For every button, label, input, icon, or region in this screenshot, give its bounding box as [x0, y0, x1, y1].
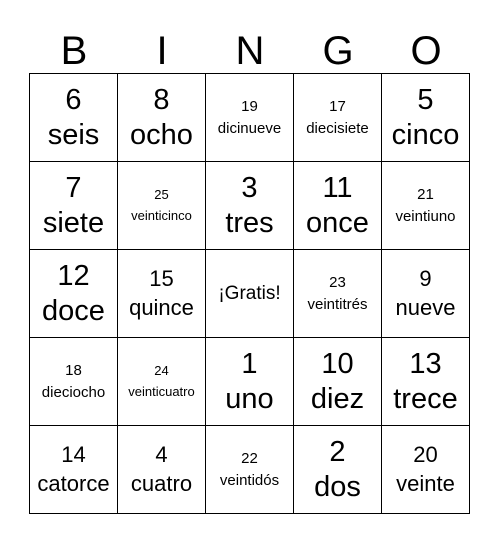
bingo-cell[interactable]	[30, 426, 118, 514]
bingo-cell[interactable]	[118, 426, 206, 514]
bingo-cell[interactable]	[294, 338, 382, 426]
header-letter-g: G	[322, 29, 354, 73]
cell-label: 1 uno	[225, 347, 274, 415]
cell-label: 8 ocho	[130, 83, 193, 151]
cell-label: 15 quince	[129, 265, 194, 320]
header-letter-i: I	[156, 29, 168, 73]
bingo-cell[interactable]	[118, 162, 206, 250]
cell-label: 2 dos	[314, 435, 361, 503]
bingo-grid	[29, 73, 470, 514]
bingo-cell[interactable]	[118, 74, 206, 162]
cell-label: 4 cuatro	[130, 441, 193, 496]
bingo-cell[interactable]	[382, 162, 470, 250]
bingo-cell[interactable]	[382, 250, 470, 338]
cell-label: 3 tres	[225, 171, 274, 239]
cell-label: 14 catorce	[37, 441, 110, 496]
cell-label: ¡Gratis!	[218, 282, 281, 304]
bingo-cell[interactable]	[382, 338, 470, 426]
bingo-cell[interactable]	[118, 250, 206, 338]
cell-label: 10 diez	[310, 347, 365, 415]
cell-label: 12 doce	[42, 259, 105, 327]
bingo-cell[interactable]	[118, 338, 206, 426]
cell-label: 7 siete	[42, 171, 105, 239]
bingo-cell[interactable]	[30, 250, 118, 338]
header-letter-n: N	[235, 29, 265, 73]
cell-label: 25 veinticinco	[131, 187, 192, 223]
free-space-cell[interactable]	[206, 250, 294, 338]
cell-label: 17 diecisiete	[306, 97, 369, 137]
cell-label: 22 veintidós	[219, 449, 280, 489]
bingo-cell[interactable]	[382, 426, 470, 514]
bingo-cell[interactable]	[294, 250, 382, 338]
bingo-cell[interactable]	[294, 426, 382, 514]
cell-label: 6 seis	[47, 83, 100, 151]
cell-label: 13 trece	[393, 347, 458, 415]
bingo-cell[interactable]	[206, 162, 294, 250]
cell-label: 5 cinco	[391, 83, 460, 151]
header-letter-b: B	[60, 29, 88, 73]
cell-label: 18 dieciocho	[41, 361, 106, 401]
cell-label: 19 dicinueve	[217, 97, 282, 137]
bingo-cell[interactable]	[206, 426, 294, 514]
bingo-cell[interactable]	[294, 74, 382, 162]
bingo-cell[interactable]	[206, 74, 294, 162]
header-letter-o: O	[410, 29, 442, 73]
bingo-cell[interactable]	[30, 162, 118, 250]
cell-label: 24 veinticuatro	[128, 363, 195, 399]
cell-label: 20 veinte	[396, 441, 455, 496]
bingo-cell[interactable]	[294, 162, 382, 250]
bingo-cell[interactable]	[30, 74, 118, 162]
cell-label: 23 veintitrés	[307, 273, 368, 313]
cell-label: 9 nueve	[395, 265, 456, 320]
bingo-cell[interactable]	[206, 338, 294, 426]
cell-label: 21 veintiuno	[395, 185, 456, 225]
bingo-cell[interactable]	[382, 74, 470, 162]
cell-label: 11 once	[306, 171, 369, 239]
bingo-cell[interactable]	[30, 338, 118, 426]
bingo-header	[30, 28, 470, 74]
